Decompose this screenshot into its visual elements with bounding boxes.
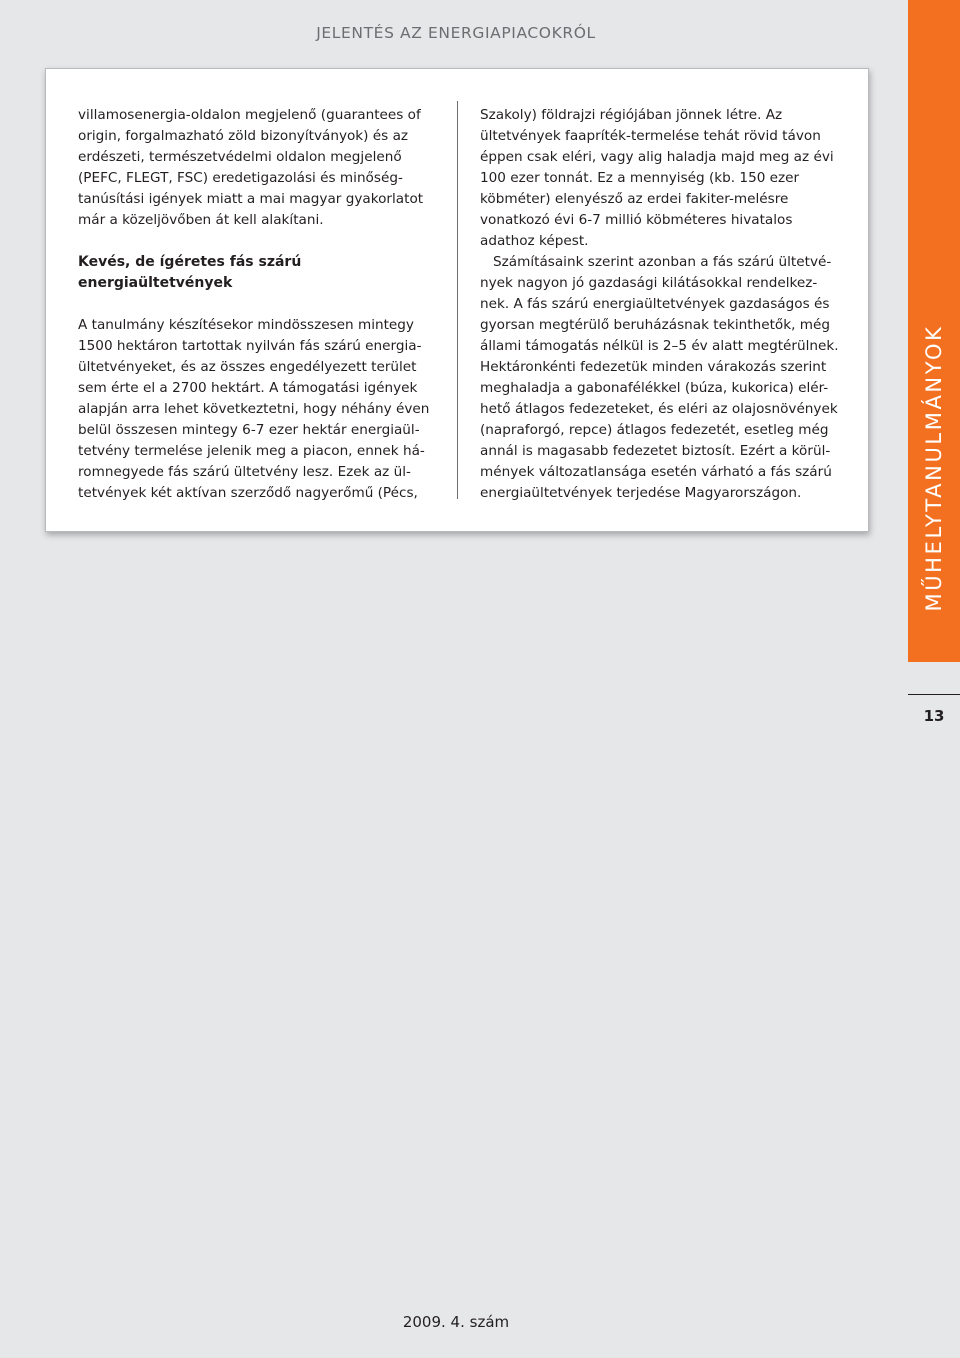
section-subheading: Kevés, de ígéretes fás szárú energiaültetvények: [78, 254, 302, 291]
section-side-tab: [908, 0, 960, 662]
right-paragraph-1: Szakoly) földrajzi régiójában jönnek létre. Az ültetvények faapríték-termelése tehát rövid távon éppen csak eléri, vagy alig haladja majd meg az évi 100 ezer tonnát. Ez a mennyiség (kb. 150 ezer köbméter) elenyésző az erdei fakiter-melésre vonatkozó évi 6-7 millió köbméteres hivatalos adathoz képest.: [480, 107, 834, 249]
left-column: [78, 105, 438, 504]
right-paragraph-2: Számításaink szerint azonban a fás szárú ültetvé-nyek nagyon jó gazdasági kilátásokkal rendelkez-nek. A fás szárú energiaültetvények gazdaságos és gyorsan megtérülő beruházásnak tekinthetők, még állami támogatás nélkül is 2–5 év alatt megtérülnek. Hektáronkénti fedezetük minden várakozás szerint meghaladja a gabonafélékkel (búza, kukorica) elér-hető átlagos fedezeteket, és eléri az olajosnövények (napraforgó, repce) átlagos fedezetét, esetleg még annál is magasabb fedezetet biztosít. Ezért a körül-mények változatlansága esetén várható a fás szárú energiaültetvények terjedése Magyarországon.: [480, 254, 839, 501]
running-header: JELENTÉS AZ ENERGIAPIACOKRÓL: [316, 24, 596, 42]
column-divider: [457, 101, 458, 499]
page-number-rule: [908, 694, 960, 695]
section-side-tab-label: MŰHELYTANULMÁNYOK: [922, 324, 946, 612]
body-paragraph: A tanulmány készítésekor mindösszesen mintegy 1500 hektáron tartottak nyilván fás szárú energia-ültetvényeket, és az összes engedélyezett terület sem érte el a 2700 hektárt. A támogatási igények alapján arra lehet következtetni, hogy néhány éven belül összesen mintegy 6-7 ezer hektár energiaül-tetvény termelése jelenik meg a piacon, ennek há-romnegyede fás szárú ültetvény lesz. Ezek az ül-tetvények két aktívan szerződő nagyerőmű (Pécs,: [78, 317, 430, 501]
page-number: 13: [923, 707, 945, 725]
issue-footer: 2009. 4. szám: [402, 1313, 510, 1331]
right-column: [480, 105, 840, 504]
article-card: [45, 68, 869, 532]
intro-paragraph: villamosenergia-oldalon megjelenő (guarantees of origin, forgalmazható zöld bizonyítványok) és az erdészeti, természetvédelmi oldalon megjelenő (PEFC, FLEGT, FSC) eredetigazolási és minőség-tanúsítási igények miatt a mai magyar gyakorlatot már a közeljövőben át kell alakítani.: [78, 107, 424, 228]
